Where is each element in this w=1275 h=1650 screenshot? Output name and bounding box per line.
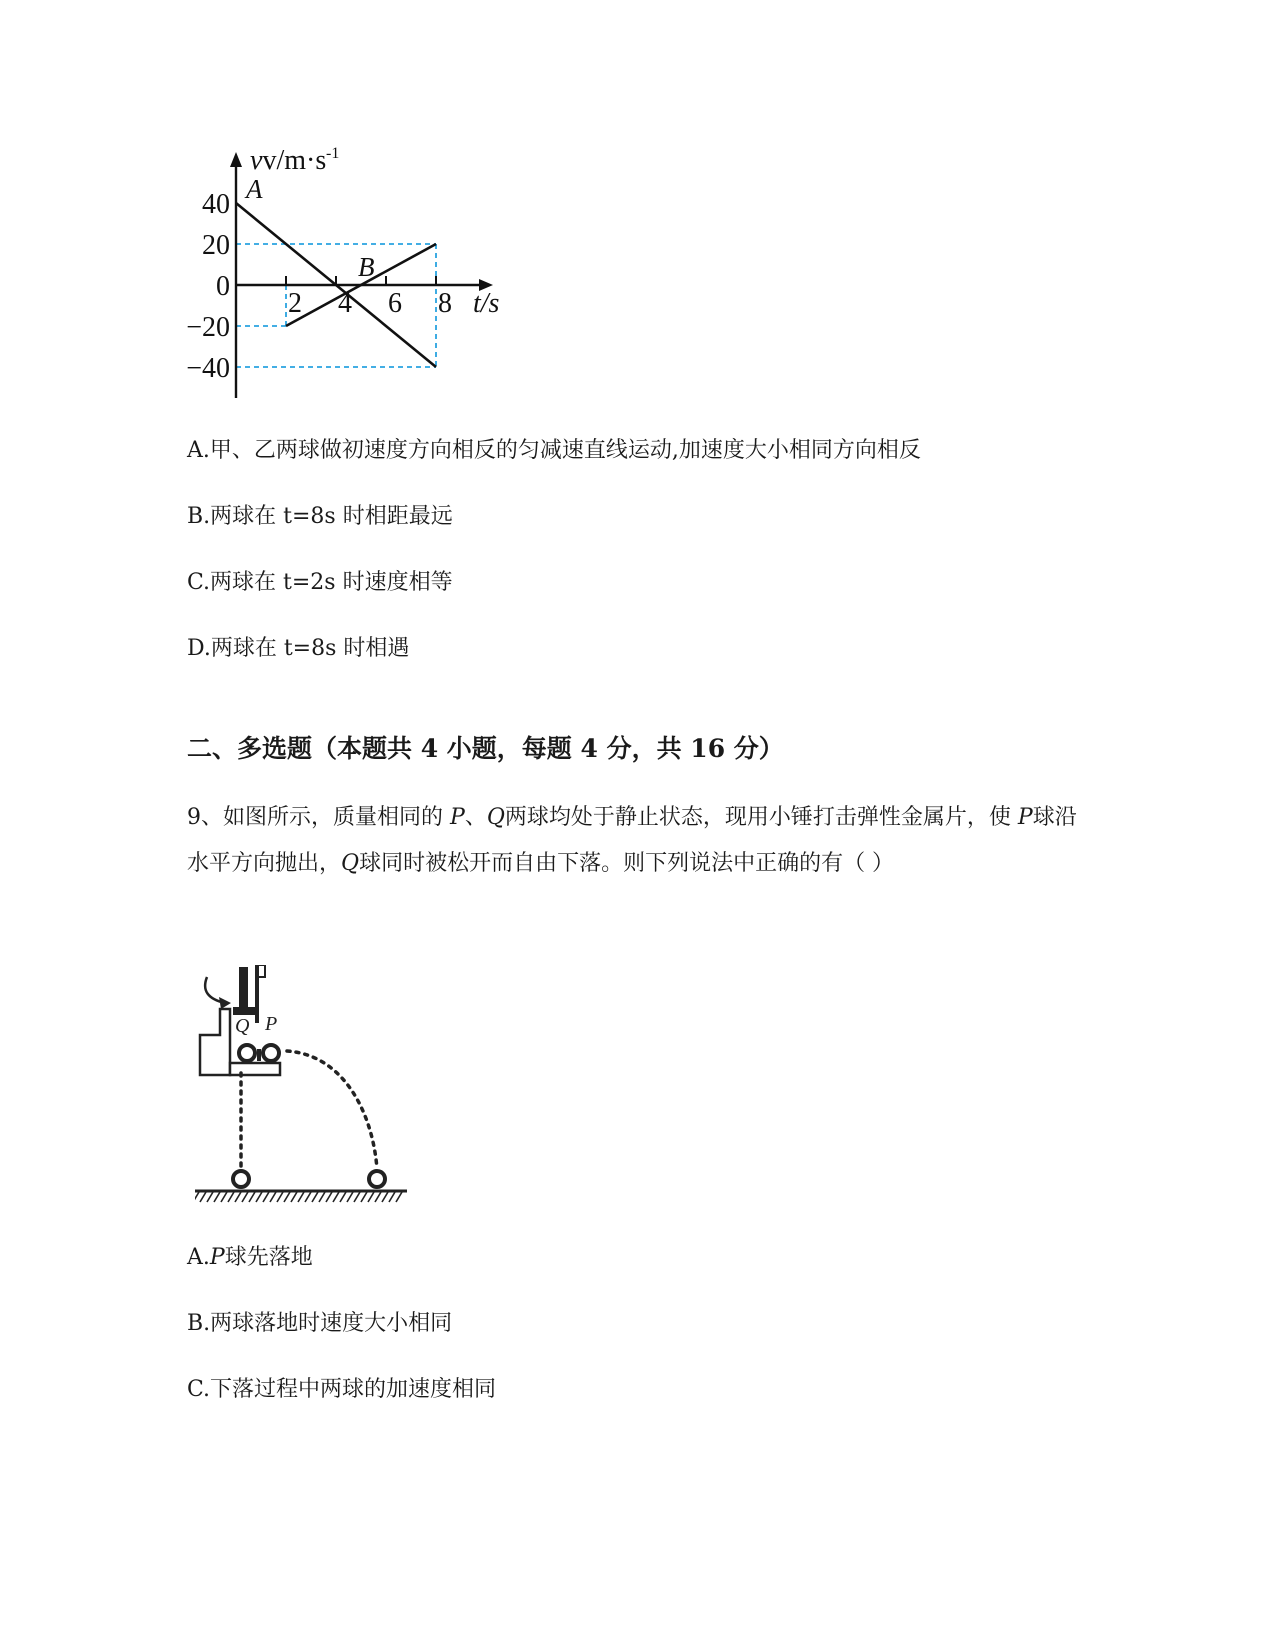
ball-q-landed [233, 1171, 249, 1187]
p-trajectory [287, 1051, 377, 1169]
hatch-line [298, 1192, 304, 1202]
x-tick-label-2: 2 [288, 288, 302, 319]
y-axis-arrow [230, 152, 242, 167]
metal-strip [255, 965, 259, 1023]
ball-q [239, 1045, 255, 1061]
vt-graph [180, 140, 540, 420]
hatch-line [291, 1192, 297, 1202]
hatch-line [284, 1192, 290, 1202]
hammer-icon [239, 967, 248, 1009]
hatch-line [333, 1192, 339, 1202]
hatch-line [312, 1192, 318, 1202]
hatch-line [242, 1192, 248, 1202]
hatch-line [319, 1192, 325, 1202]
hatch-line [207, 1192, 213, 1202]
q8-option-d: D.两球在 t=8s 时相遇 [187, 636, 410, 661]
guide-lines [236, 244, 436, 367]
hatch-line [389, 1192, 395, 1202]
hatch-line [270, 1192, 276, 1202]
hatch-line [214, 1192, 220, 1202]
hatch-line [195, 1192, 199, 1202]
label-p: P [265, 1013, 278, 1035]
x-axis-label: t/s [473, 288, 500, 319]
question-9-stem: 9、如图所示，质量相同的 P、Q两球均处于静止状态，现用小锤打击弹性金属片，使 P球沿水平方向抛出，Q球同时被松开而自由下落。则下列说法中正确的有（ ） [187, 805, 1077, 876]
y-axis-label: vv/m·s [250, 145, 327, 176]
hatch-line [277, 1192, 283, 1202]
label-q: Q [235, 1015, 250, 1037]
ground-hatch [195, 1192, 402, 1202]
ball-p-landed [369, 1171, 385, 1187]
hatch-line [347, 1192, 353, 1202]
q8-option-c: C.两球在 t=2s 时速度相等 [187, 570, 453, 595]
q8-option-a: A.甲、乙两球做初速度方向相反的匀减速直线运动,加速度大小相同方向相反 [187, 438, 921, 463]
stand [200, 1009, 230, 1075]
q9-option-c: C.下落过程中两球的加速度相同 [187, 1377, 497, 1402]
hatch-line [256, 1192, 262, 1202]
hatch-line [263, 1192, 269, 1202]
hatch-line [368, 1192, 374, 1202]
hatch-line [200, 1192, 206, 1202]
hatch-line [235, 1192, 241, 1202]
q9-option-b: B.两球落地时速度大小相同 [187, 1311, 453, 1336]
hatch-line [221, 1192, 227, 1202]
apparatus-figure [195, 965, 435, 1265]
y-tick-label--40: −40 [186, 353, 230, 384]
hatch-line [340, 1192, 346, 1202]
hatch-line [228, 1192, 234, 1202]
hatch-line [305, 1192, 311, 1202]
q9-option-a: A.P球先落地 [187, 1245, 313, 1270]
hatch-line [354, 1192, 360, 1202]
hatch-line [326, 1192, 332, 1202]
x-tick-label-4: 4 [338, 288, 352, 319]
x-tick-label-8: 8 [438, 288, 452, 319]
y-tick-labels [186, 189, 230, 384]
ball-p [263, 1045, 279, 1061]
x-tick-label-6: 6 [388, 288, 402, 319]
section-heading: 二、多选题（本题共 4 小题，每题 4 分，共 16 分） [187, 734, 784, 763]
series-label-b: B [358, 252, 375, 282]
hatch-line [249, 1192, 255, 1202]
y-tick-label--20: −20 [186, 312, 230, 343]
series-label-a: A [246, 174, 263, 204]
y-tick-label-40: 40 [202, 189, 230, 220]
q8-option-b: B.两球在 t=8s 时相距最远 [187, 504, 453, 529]
hatch-line [361, 1192, 367, 1202]
y-tick-label-20: 20 [202, 230, 230, 261]
hatch-line [382, 1192, 388, 1202]
y-tick-label-0: 0 [216, 271, 230, 302]
hatch-line [396, 1192, 402, 1202]
hatch-line [375, 1192, 381, 1202]
y-axis-label-sup: -1 [326, 145, 340, 162]
